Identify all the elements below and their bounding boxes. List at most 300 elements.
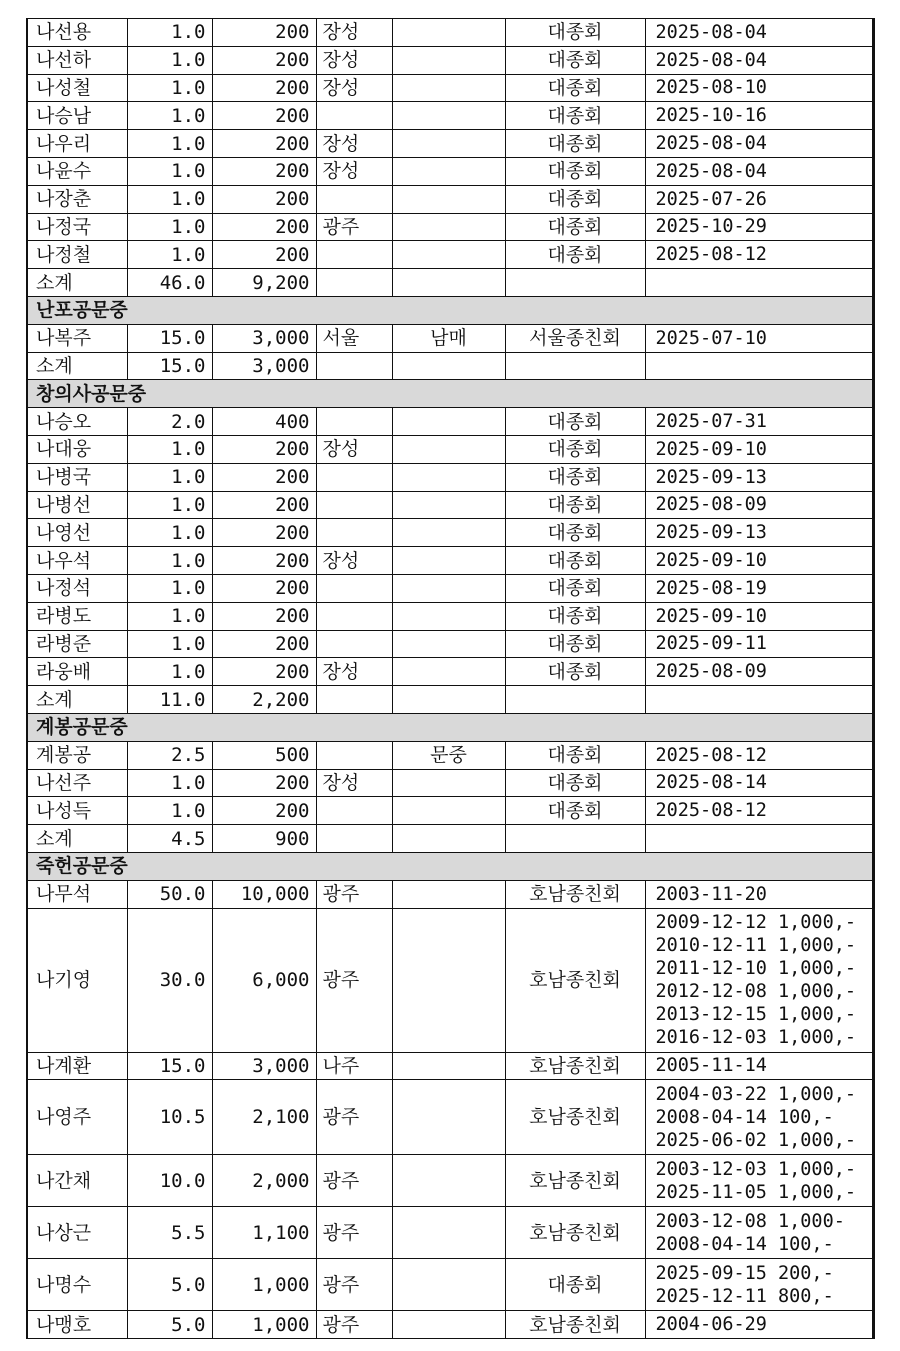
member-name-cell: 나승남 xyxy=(27,102,127,130)
relation-cell xyxy=(392,491,505,519)
region-cell xyxy=(316,574,392,602)
amount-cell: 200 xyxy=(212,797,316,825)
table-row xyxy=(27,463,873,491)
relation-cell xyxy=(392,630,505,658)
date-entry: 2025-08-04 xyxy=(655,133,767,155)
amount-cell: 2,100 xyxy=(212,1080,316,1155)
units-cell: 1.0 xyxy=(127,602,212,630)
date-entry: 2012-12-08 1,000,- xyxy=(655,981,856,1002)
source-cell: 대종회 xyxy=(505,241,645,269)
subtotal-row xyxy=(27,825,873,853)
date-entry: 2003-12-03 1,000,- xyxy=(655,1158,856,1180)
table-row xyxy=(27,769,873,797)
member-name-cell: 나상근 xyxy=(27,1207,127,1259)
empty-cell xyxy=(505,352,645,380)
relation-cell xyxy=(392,574,505,602)
table-row xyxy=(27,213,873,241)
date-cell xyxy=(645,213,873,241)
table-row xyxy=(27,1052,873,1080)
table-row xyxy=(27,547,873,575)
subtotal-amount: 900 xyxy=(212,825,316,853)
date-entry: 2025-07-26 xyxy=(655,188,767,210)
amount-cell: 200 xyxy=(212,769,316,797)
date-cell xyxy=(645,1155,873,1207)
empty-cell xyxy=(645,352,873,380)
amount-cell: 200 xyxy=(212,463,316,491)
subtotal-label: 소계 xyxy=(27,825,127,853)
source-cell: 대종회 xyxy=(505,130,645,158)
relation-cell: 남매 xyxy=(392,324,505,352)
relation-cell xyxy=(392,908,505,1052)
relation-cell xyxy=(392,102,505,130)
relation-cell xyxy=(392,19,505,47)
region-cell: 광주 xyxy=(316,1155,392,1207)
table-row xyxy=(27,157,873,185)
date-entry: 2025-12-11 800,- xyxy=(655,1285,834,1307)
region-cell: 장성 xyxy=(316,46,392,74)
amount-cell: 200 xyxy=(212,185,316,213)
empty-cell xyxy=(392,825,505,853)
amount-cell: 200 xyxy=(212,602,316,630)
source-cell: 대종회 xyxy=(505,491,645,519)
units-cell: 5.0 xyxy=(127,1259,212,1311)
relation-cell xyxy=(392,602,505,630)
relation-cell xyxy=(392,658,505,686)
relation-cell xyxy=(392,463,505,491)
table-row xyxy=(27,491,873,519)
relation-cell xyxy=(392,880,505,908)
region-cell: 장성 xyxy=(316,435,392,463)
table-row xyxy=(27,324,873,352)
date-entry: 2011-12-10 1,000,- xyxy=(655,958,856,979)
date-entry: 2025-08-14 xyxy=(655,772,767,794)
date-entry: 2025-08-10 xyxy=(655,77,767,99)
table-row xyxy=(27,1155,873,1207)
units-cell: 1.0 xyxy=(127,74,212,102)
table-row xyxy=(27,435,873,463)
amount-cell: 200 xyxy=(212,102,316,130)
amount-cell: 200 xyxy=(212,547,316,575)
units-cell: 2.0 xyxy=(127,408,212,436)
member-name-cell: 나우리 xyxy=(27,130,127,158)
amount-cell: 3,000 xyxy=(212,324,316,352)
date-entry: 2025-09-15 200,- xyxy=(655,1262,834,1284)
date-entry: 2008-04-14 100,- xyxy=(655,1233,834,1255)
date-entry: 2025-08-19 xyxy=(655,577,767,599)
date-cell xyxy=(645,185,873,213)
relation-cell xyxy=(392,157,505,185)
ledger-body xyxy=(27,19,873,1339)
date-cell xyxy=(645,463,873,491)
empty-cell xyxy=(645,269,873,297)
date-cell xyxy=(645,880,873,908)
units-cell: 50.0 xyxy=(127,880,212,908)
region-cell: 광주 xyxy=(316,1080,392,1155)
source-cell: 호남종친회 xyxy=(505,1080,645,1155)
member-name-cell: 나선하 xyxy=(27,46,127,74)
date-cell xyxy=(645,1052,873,1080)
date-entry: 2025-08-12 xyxy=(655,800,767,822)
source-cell: 호남종친회 xyxy=(505,1207,645,1259)
relation-cell xyxy=(392,408,505,436)
member-name-cell: 라병준 xyxy=(27,630,127,658)
units-cell: 1.0 xyxy=(127,213,212,241)
member-name-cell: 나영주 xyxy=(27,1080,127,1155)
source-cell: 대종회 xyxy=(505,630,645,658)
section-header-row xyxy=(27,296,873,324)
units-cell: 1.0 xyxy=(127,797,212,825)
date-entry: 2025-06-02 1,000,- xyxy=(655,1129,856,1151)
table-row xyxy=(27,1080,873,1155)
source-cell: 대종회 xyxy=(505,519,645,547)
date-entry: 2025-09-13 xyxy=(655,522,767,544)
region-cell: 광주 xyxy=(316,908,392,1052)
units-cell: 1.0 xyxy=(127,435,212,463)
member-name-cell: 나영선 xyxy=(27,519,127,547)
amount-cell: 200 xyxy=(212,658,316,686)
date-cell xyxy=(645,519,873,547)
region-cell xyxy=(316,491,392,519)
member-name-cell: 나승오 xyxy=(27,408,127,436)
relation-cell xyxy=(392,74,505,102)
table-row xyxy=(27,102,873,130)
member-name-cell: 나정석 xyxy=(27,574,127,602)
member-name-cell: 나기영 xyxy=(27,908,127,1052)
amount-cell: 200 xyxy=(212,130,316,158)
date-cell xyxy=(645,574,873,602)
member-name-cell: 나성철 xyxy=(27,74,127,102)
relation-cell xyxy=(392,46,505,74)
date-entry: 2025-09-10 xyxy=(655,550,767,572)
source-cell: 대종회 xyxy=(505,741,645,769)
amount-cell: 200 xyxy=(212,435,316,463)
date-entry: 2004-06-29 xyxy=(655,1314,767,1336)
member-name-cell: 나대웅 xyxy=(27,435,127,463)
date-entry: 2025-08-09 xyxy=(655,661,767,683)
table-row xyxy=(27,519,873,547)
date-entry: 2025-09-13 xyxy=(655,466,767,488)
amount-cell: 3,000 xyxy=(212,1052,316,1080)
date-cell xyxy=(645,602,873,630)
member-name-cell: 나우석 xyxy=(27,547,127,575)
member-name-cell: 나맹호 xyxy=(27,1311,127,1339)
date-cell xyxy=(645,741,873,769)
units-cell: 1.0 xyxy=(127,658,212,686)
relation-cell xyxy=(392,519,505,547)
relation-cell xyxy=(392,1207,505,1259)
date-entry: 2005-11-14 xyxy=(655,1055,767,1077)
table-row xyxy=(27,1207,873,1259)
date-entry: 2025-08-12 xyxy=(655,244,767,266)
units-cell: 1.0 xyxy=(127,491,212,519)
date-entry: 2025-08-04 xyxy=(655,21,767,43)
date-cell xyxy=(645,435,873,463)
region-cell: 장성 xyxy=(316,74,392,102)
member-name-cell: 나명수 xyxy=(27,1259,127,1311)
units-cell: 1.0 xyxy=(127,574,212,602)
section-title: 창의사공문중 xyxy=(27,380,873,408)
table-row xyxy=(27,1259,873,1311)
region-cell xyxy=(316,185,392,213)
date-cell xyxy=(645,1080,873,1155)
relation-cell xyxy=(392,797,505,825)
date-entry: 2009-12-12 1,000,- xyxy=(655,912,856,933)
source-cell: 대종회 xyxy=(505,602,645,630)
amount-cell: 400 xyxy=(212,408,316,436)
region-cell: 장성 xyxy=(316,658,392,686)
amount-cell: 200 xyxy=(212,241,316,269)
relation-cell xyxy=(392,547,505,575)
units-cell: 1.0 xyxy=(127,19,212,47)
amount-cell: 200 xyxy=(212,574,316,602)
source-cell: 대종회 xyxy=(505,213,645,241)
date-cell xyxy=(645,19,873,47)
amount-cell: 200 xyxy=(212,74,316,102)
amount-cell: 10,000 xyxy=(212,880,316,908)
relation-cell xyxy=(392,185,505,213)
source-cell: 호남종친회 xyxy=(505,908,645,1052)
empty-cell xyxy=(316,686,392,714)
member-name-cell: 나정국 xyxy=(27,213,127,241)
member-name-cell: 나무석 xyxy=(27,880,127,908)
empty-cell xyxy=(645,686,873,714)
subtotal-amount: 2,200 xyxy=(212,686,316,714)
source-cell: 대종회 xyxy=(505,46,645,74)
date-cell xyxy=(645,46,873,74)
source-cell: 대종회 xyxy=(505,1259,645,1311)
relation-cell xyxy=(392,1311,505,1339)
relation-cell xyxy=(392,213,505,241)
table-row xyxy=(27,658,873,686)
source-cell: 대종회 xyxy=(505,797,645,825)
date-entry: 2008-04-14 100,- xyxy=(655,1106,834,1128)
subtotal-label: 소계 xyxy=(27,686,127,714)
date-cell xyxy=(645,102,873,130)
subtotal-amount: 3,000 xyxy=(212,352,316,380)
empty-cell xyxy=(392,352,505,380)
member-name-cell: 나윤수 xyxy=(27,157,127,185)
relation-cell xyxy=(392,435,505,463)
units-cell: 1.0 xyxy=(127,130,212,158)
section-header-row xyxy=(27,713,873,741)
member-name-cell: 나복주 xyxy=(27,324,127,352)
table-row xyxy=(27,185,873,213)
table-row xyxy=(27,602,873,630)
region-cell xyxy=(316,463,392,491)
member-name-cell: 나성득 xyxy=(27,797,127,825)
section-header-row xyxy=(27,852,873,880)
region-cell: 서울 xyxy=(316,324,392,352)
units-cell: 10.5 xyxy=(127,1080,212,1155)
relation-cell xyxy=(392,1155,505,1207)
amount-cell: 500 xyxy=(212,741,316,769)
units-cell: 1.0 xyxy=(127,769,212,797)
table-row xyxy=(27,241,873,269)
amount-cell: 1,000 xyxy=(212,1259,316,1311)
units-cell: 1.0 xyxy=(127,547,212,575)
amount-cell: 1,100 xyxy=(212,1207,316,1259)
table-row xyxy=(27,741,873,769)
source-cell: 대종회 xyxy=(505,435,645,463)
date-cell xyxy=(645,1207,873,1259)
date-entry: 2025-10-16 xyxy=(655,105,767,127)
units-cell: 1.0 xyxy=(127,241,212,269)
region-cell: 광주 xyxy=(316,1311,392,1339)
units-cell: 1.0 xyxy=(127,185,212,213)
empty-cell xyxy=(645,825,873,853)
empty-cell xyxy=(392,269,505,297)
date-entry: 2003-11-20 xyxy=(655,883,767,905)
units-cell: 30.0 xyxy=(127,908,212,1052)
units-cell: 10.0 xyxy=(127,1155,212,1207)
amount-cell: 1,000 xyxy=(212,1311,316,1339)
section-title: 계봉공문중 xyxy=(27,713,873,741)
subtotal-label: 소계 xyxy=(27,352,127,380)
subtotal-row xyxy=(27,352,873,380)
region-cell: 장성 xyxy=(316,769,392,797)
date-entry: 2025-08-04 xyxy=(655,160,767,182)
source-cell: 대종회 xyxy=(505,574,645,602)
date-cell xyxy=(645,797,873,825)
subtotal-units: 11.0 xyxy=(127,686,212,714)
date-entry: 2025-09-10 xyxy=(655,438,767,460)
region-cell: 장성 xyxy=(316,157,392,185)
relation-cell xyxy=(392,1080,505,1155)
units-cell: 5.5 xyxy=(127,1207,212,1259)
units-cell: 15.0 xyxy=(127,324,212,352)
amount-cell: 200 xyxy=(212,519,316,547)
units-cell: 5.0 xyxy=(127,1311,212,1339)
subtotal-amount: 9,200 xyxy=(212,269,316,297)
date-cell xyxy=(645,324,873,352)
subtotal-row xyxy=(27,269,873,297)
empty-cell xyxy=(505,269,645,297)
region-cell: 광주 xyxy=(316,1207,392,1259)
subtotal-units: 46.0 xyxy=(127,269,212,297)
member-name-cell: 나병선 xyxy=(27,491,127,519)
table-row xyxy=(27,408,873,436)
subtotal-row xyxy=(27,686,873,714)
source-cell: 대종회 xyxy=(505,463,645,491)
date-entry: 2025-09-10 xyxy=(655,605,767,627)
empty-cell xyxy=(505,686,645,714)
date-cell xyxy=(645,241,873,269)
subtotal-units: 4.5 xyxy=(127,825,212,853)
date-entry: 2025-10-29 xyxy=(655,216,767,238)
relation-cell xyxy=(392,130,505,158)
amount-cell: 200 xyxy=(212,19,316,47)
source-cell: 호남종친회 xyxy=(505,1311,645,1339)
units-cell: 2.5 xyxy=(127,741,212,769)
date-entry: 2025-08-12 xyxy=(655,744,767,766)
amount-cell: 2,000 xyxy=(212,1155,316,1207)
region-cell xyxy=(316,741,392,769)
date-entry: 2004-03-22 1,000,- xyxy=(655,1083,856,1105)
date-cell xyxy=(645,74,873,102)
region-cell xyxy=(316,602,392,630)
date-entry: 2025-08-09 xyxy=(655,494,767,516)
region-cell: 장성 xyxy=(316,130,392,158)
date-cell xyxy=(645,630,873,658)
region-cell: 장성 xyxy=(316,19,392,47)
date-entry: 2025-09-11 xyxy=(655,633,767,655)
relation-cell xyxy=(392,1259,505,1311)
amount-cell: 200 xyxy=(212,491,316,519)
date-entry: 2025-08-04 xyxy=(655,49,767,71)
source-cell: 대종회 xyxy=(505,157,645,185)
table-row xyxy=(27,74,873,102)
relation-cell xyxy=(392,241,505,269)
source-cell: 호남종친회 xyxy=(505,1052,645,1080)
member-name-cell: 계봉공 xyxy=(27,741,127,769)
date-cell xyxy=(645,658,873,686)
table-row xyxy=(27,130,873,158)
relation-cell xyxy=(392,1052,505,1080)
units-cell: 1.0 xyxy=(127,157,212,185)
empty-cell xyxy=(392,686,505,714)
member-name-cell: 나정철 xyxy=(27,241,127,269)
member-name-cell: 라병도 xyxy=(27,602,127,630)
region-cell: 광주 xyxy=(316,1259,392,1311)
member-name-cell: 라웅배 xyxy=(27,658,127,686)
empty-cell xyxy=(316,269,392,297)
empty-cell xyxy=(505,825,645,853)
table-row xyxy=(27,880,873,908)
subtotal-units: 15.0 xyxy=(127,352,212,380)
date-entry: 2016-12-03 1,000,- xyxy=(655,1027,856,1048)
date-entry: 2003-12-08 1,000- xyxy=(655,1210,845,1232)
subtotal-label: 소계 xyxy=(27,269,127,297)
amount-cell: 200 xyxy=(212,213,316,241)
source-cell: 대종회 xyxy=(505,547,645,575)
table-row xyxy=(27,797,873,825)
date-cell xyxy=(645,547,873,575)
date-cell xyxy=(645,1311,873,1339)
region-cell: 나주 xyxy=(316,1052,392,1080)
section-title: 죽헌공문중 xyxy=(27,852,873,880)
table-row xyxy=(27,46,873,74)
source-cell: 서울종친회 xyxy=(505,324,645,352)
units-cell: 1.0 xyxy=(127,463,212,491)
source-cell: 대종회 xyxy=(505,408,645,436)
region-cell xyxy=(316,519,392,547)
date-entry: 2025-11-05 1,000,- xyxy=(655,1181,856,1203)
donation-ledger-table xyxy=(26,18,875,1339)
region-cell xyxy=(316,102,392,130)
units-cell: 1.0 xyxy=(127,519,212,547)
date-entry: 2025-07-31 xyxy=(655,411,767,433)
section-header-row xyxy=(27,380,873,408)
date-cell xyxy=(645,157,873,185)
relation-cell: 문중 xyxy=(392,741,505,769)
member-name-cell: 나장춘 xyxy=(27,185,127,213)
member-name-cell: 나계환 xyxy=(27,1052,127,1080)
date-cell xyxy=(645,1259,873,1311)
units-cell: 1.0 xyxy=(127,630,212,658)
date-cell xyxy=(645,908,873,1052)
source-cell: 대종회 xyxy=(505,769,645,797)
table-row xyxy=(27,19,873,47)
units-cell: 1.0 xyxy=(127,102,212,130)
empty-cell xyxy=(316,352,392,380)
units-cell: 15.0 xyxy=(127,1052,212,1080)
amount-cell: 200 xyxy=(212,630,316,658)
member-name-cell: 나간채 xyxy=(27,1155,127,1207)
member-name-cell: 나선주 xyxy=(27,769,127,797)
region-cell xyxy=(316,241,392,269)
section-title: 난포공문중 xyxy=(27,296,873,324)
region-cell: 광주 xyxy=(316,213,392,241)
